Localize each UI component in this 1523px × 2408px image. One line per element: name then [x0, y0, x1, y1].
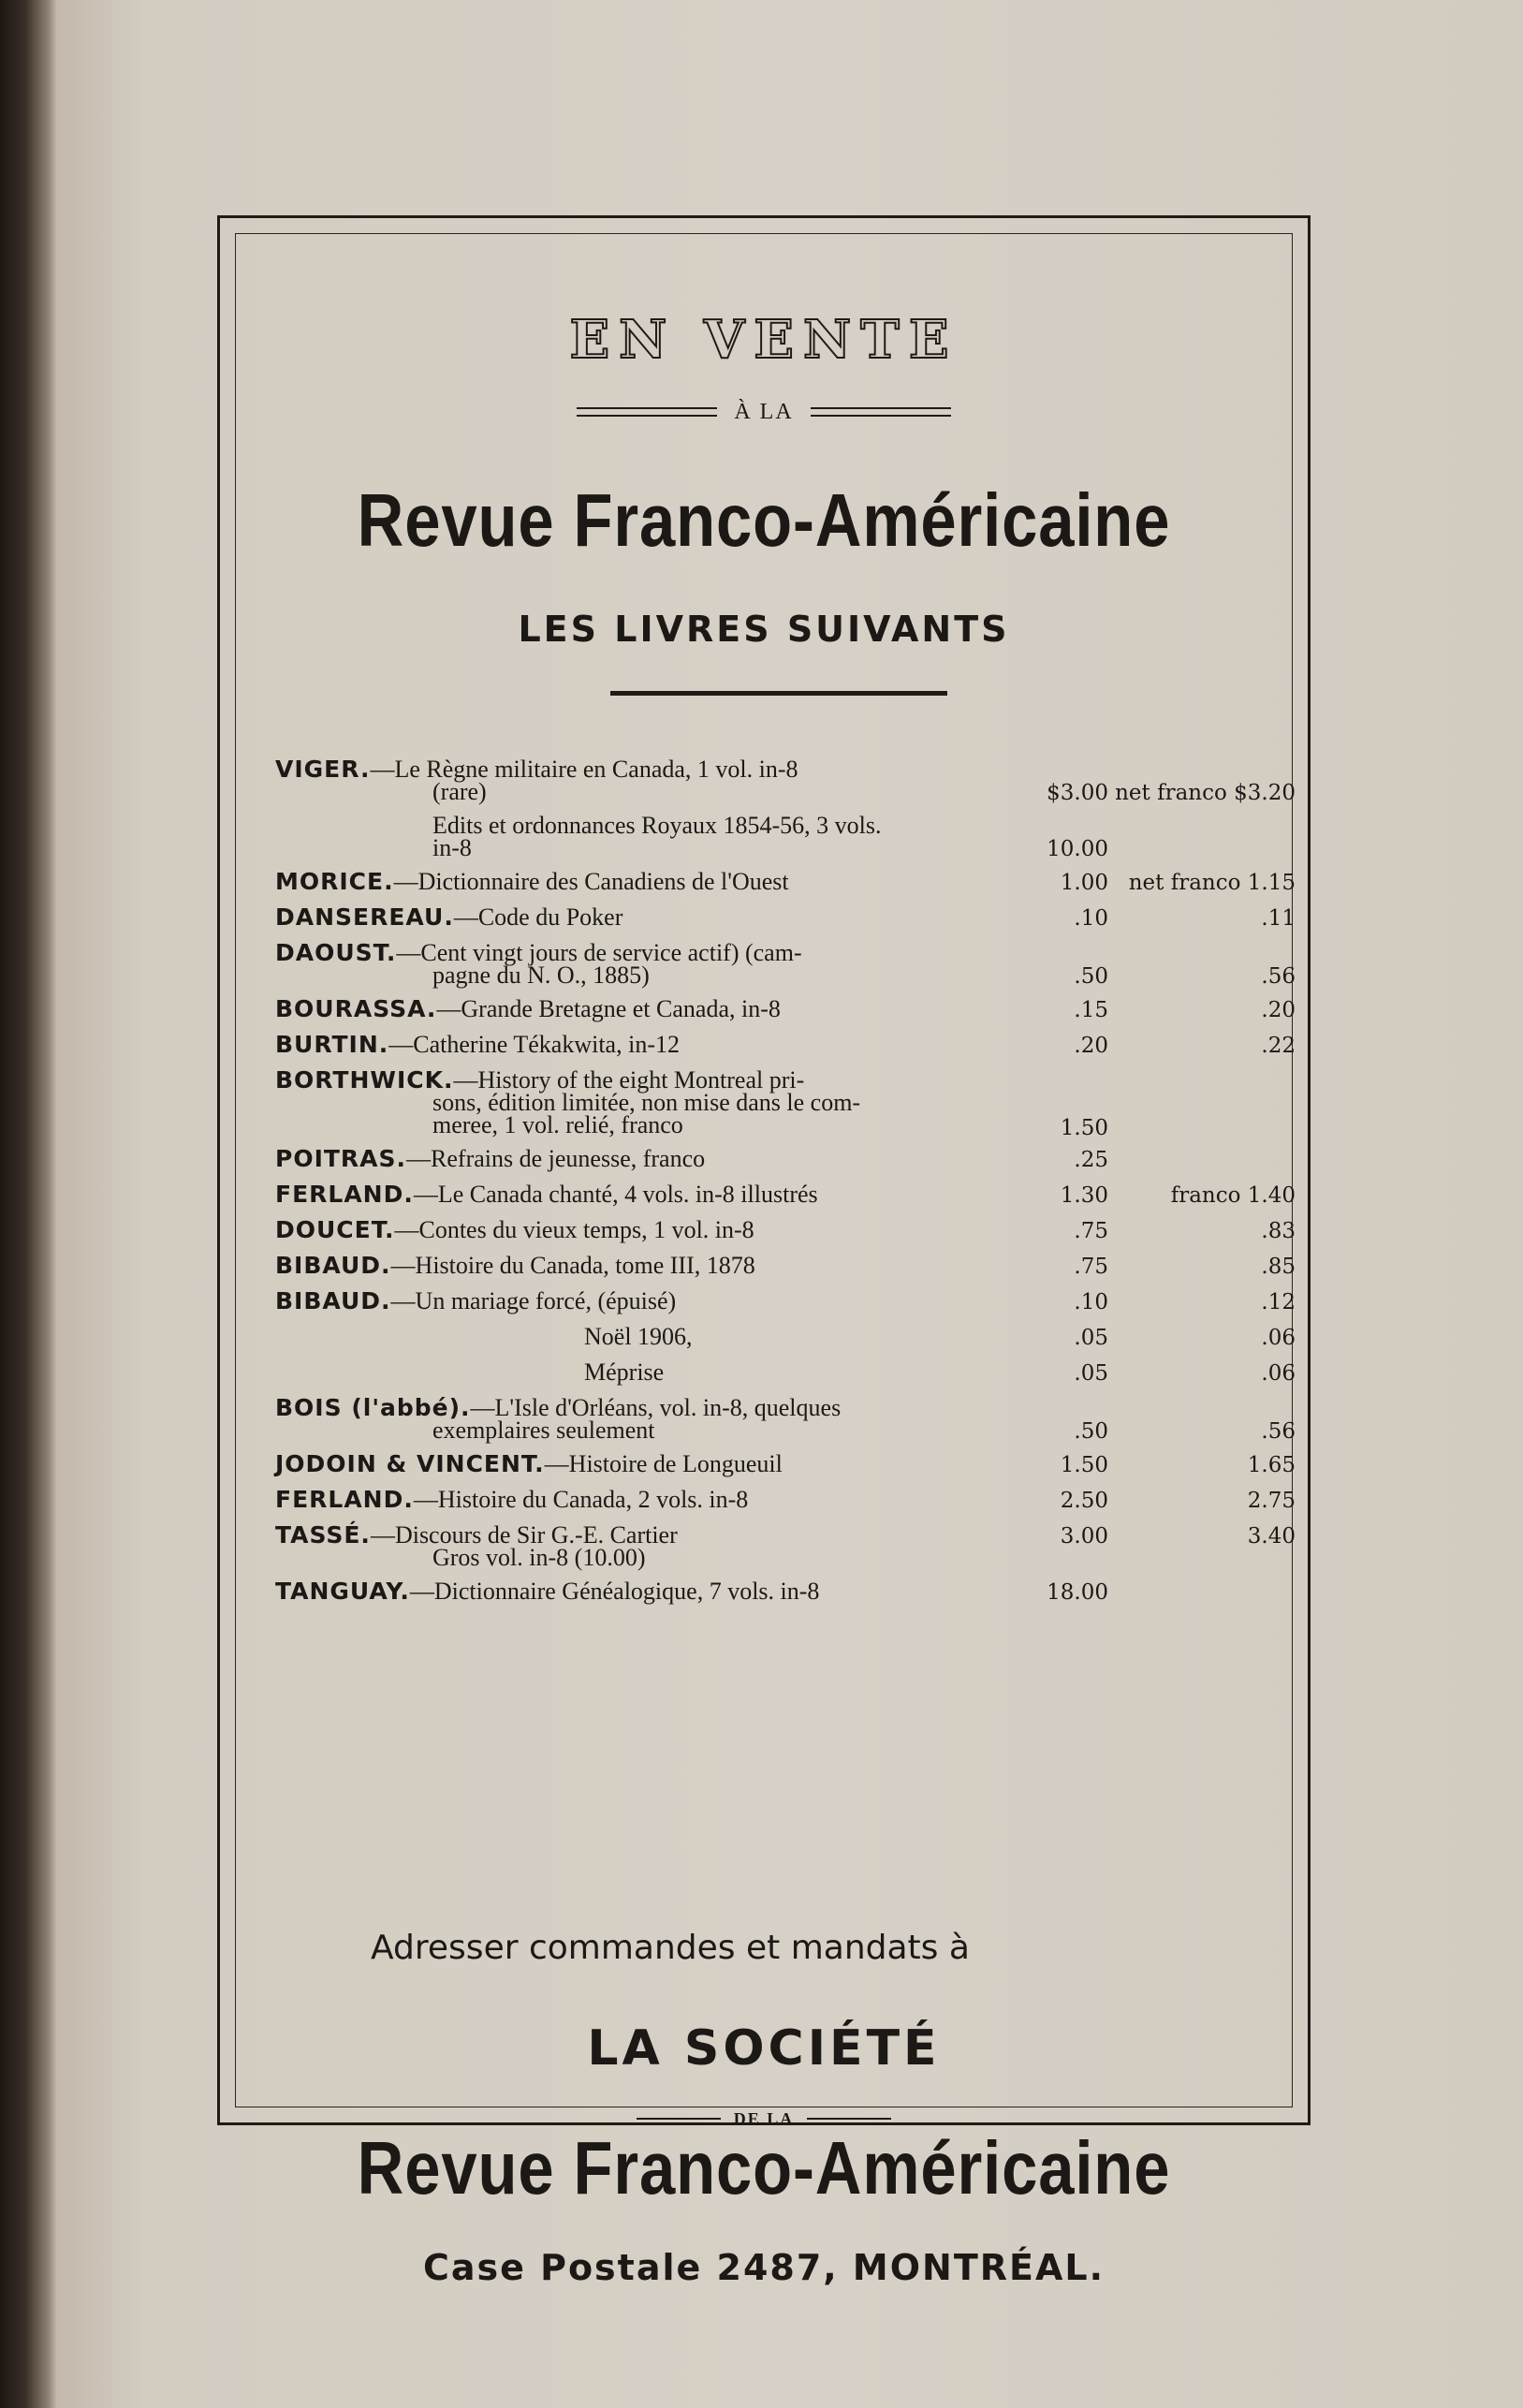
catalog-entry	[275, 1450, 1296, 1489]
entry-continuation: (rare)	[432, 778, 487, 805]
entry-author: BOURASSA.	[275, 995, 437, 1022]
entry-description	[275, 1183, 987, 1206]
entry-description	[275, 1216, 987, 1243]
entry-price: 1.00	[1060, 871, 1108, 895]
catalog-entry	[275, 1252, 1296, 1290]
entry-title: Edits et ordonnances Royaux 1854-56, 3 vols.	[432, 812, 882, 839]
entry-franco-price: .11	[1261, 906, 1296, 931]
entry-author: TANGUAY.	[275, 1578, 410, 1605]
entry-description	[275, 758, 987, 803]
de-la-label: DE LA	[733, 2108, 795, 2128]
catalog-entry	[275, 1066, 1296, 1148]
entry-title: —Histoire de Longueuil	[544, 1450, 783, 1477]
entry-description	[275, 995, 987, 1022]
entry-title: —Histoire du Canada, 2 vols. in-8	[413, 1486, 749, 1513]
entry-author: BIBAUD.	[275, 1252, 391, 1279]
entry-price: .50	[1074, 964, 1108, 989]
entry-title: —Cent vingt jours de service actif) (cam-	[396, 939, 802, 966]
entry-description	[275, 1145, 987, 1172]
catalog-entry	[275, 939, 1296, 998]
entry-price: .50	[1074, 1419, 1108, 1444]
catalog-entry	[275, 1521, 1296, 1580]
entry-author: BIBAUD.	[275, 1287, 391, 1314]
postal-address: Case Postale 2487, MONTRÉAL.	[422, 2247, 1106, 2288]
entry-franco-price: .06	[1261, 1326, 1296, 1350]
entry-author: MORICE.	[275, 868, 394, 895]
entry-price: .15	[1074, 998, 1108, 1022]
entry-franco-price: .85	[1261, 1255, 1296, 1279]
catalog-entry	[275, 1183, 1296, 1219]
a-la-ornament	[236, 393, 1292, 431]
entry-continuation: sons, édition limitée, non mise dans le com-	[432, 1089, 861, 1116]
entry-price: 1.30	[1060, 1183, 1108, 1208]
entry-franco-price: 1.65	[1247, 1453, 1296, 1477]
catalog-entry	[275, 1580, 1296, 1616]
catalog-entry	[275, 1287, 1296, 1326]
entry-description	[275, 939, 987, 989]
entry-franco-price: .56	[1261, 964, 1296, 989]
entry-description	[275, 1580, 987, 1603]
entry-title: —Dictionnaire des Canadiens de l'Ouest	[393, 868, 789, 895]
entry-franco-price: 3.40	[1247, 1524, 1296, 1549]
entry-price: 10.00	[1047, 837, 1108, 861]
entry-title: Noël 1906,	[584, 1323, 693, 1350]
entry-author: VIGER.	[275, 756, 371, 783]
entry-price: .75	[1074, 1255, 1108, 1279]
entry-title: —Un mariage forcé, (épuisé)	[390, 1287, 677, 1314]
catalog-entry	[275, 1486, 1296, 1524]
entry-title: —Discours de Sir G.-E. Cartier	[370, 1521, 678, 1549]
entry-price: .05	[1074, 1326, 1108, 1350]
entry-title: —Code du Poker	[453, 903, 623, 931]
entry-price: .05	[1074, 1361, 1108, 1386]
entry-description	[275, 1394, 987, 1444]
entry-franco-price: .83	[1261, 1219, 1296, 1243]
a-la-label: À LA	[734, 399, 794, 424]
double-rule-right	[811, 407, 951, 417]
entry-title: —Le Canada chanté, 4 vols. in-8 illustrés	[413, 1181, 818, 1208]
entry-author: DAOUST.	[275, 939, 397, 966]
entry-author: BORTHWICK.	[275, 1066, 454, 1094]
catalog-entry	[275, 1031, 1296, 1069]
entry-description	[275, 1252, 987, 1279]
entry-franco-price: .56	[1261, 1419, 1296, 1444]
rule-left	[637, 2118, 721, 2120]
entry-continuation: in-8	[432, 834, 472, 861]
entry-author: DOUCET.	[275, 1216, 395, 1243]
order-instruction: Adresser commandes et mandats à	[371, 1929, 970, 1967]
entry-title: —Contes du vieux temps, 1 vol. in-8	[394, 1216, 754, 1243]
entry-title: —Grande Bretagne et Canada, in-8	[436, 995, 781, 1022]
entry-title: —L'Isle d'Orléans, vol. in-8, quelques	[470, 1394, 842, 1421]
entry-franco-price: net franco 1.15	[1128, 871, 1296, 895]
entry-title: —Histoire du Canada, tome III, 1878	[390, 1252, 755, 1279]
entry-franco-price: .12	[1261, 1290, 1296, 1314]
entry-continuation: exemplaires seulement	[432, 1417, 655, 1444]
advertisement-frame	[217, 215, 1311, 2288]
page	[56, 0, 1523, 2408]
catalog-entry	[275, 812, 1296, 871]
entry-title: —History of the eight Montreal pri-	[453, 1066, 805, 1094]
en-vente-heading: EN VENTE	[569, 309, 959, 371]
catalog-entry	[275, 758, 1296, 815]
entry-description	[275, 1486, 987, 1513]
entry-title: —Dictionnaire Généalogique, 7 vols. in-8	[409, 1578, 820, 1605]
catalog-entry	[275, 1394, 1296, 1453]
entry-author: JODOIN & VINCENT.	[275, 1450, 545, 1477]
footer-publication-title: Revue Franco-Américaine	[357, 2126, 1171, 2210]
entry-franco-price: net franco $3.20	[1115, 781, 1296, 805]
entry-franco-price: 2.75	[1247, 1489, 1296, 1513]
entry-price: 2.50	[1060, 1489, 1108, 1513]
catalog-entry	[275, 1358, 1296, 1397]
entry-description	[275, 1521, 987, 1571]
entry-continuation: pagne du N. O., 1885)	[432, 962, 650, 989]
entry-description	[275, 1287, 987, 1314]
publication-title: Revue Franco-Américaine	[357, 478, 1171, 562]
entry-author: BOIS (l'abbé).	[275, 1394, 471, 1421]
section-divider	[610, 691, 947, 696]
entry-author: FERLAND.	[275, 1181, 414, 1208]
entry-description	[275, 812, 987, 861]
entry-price: 1.50	[1060, 1116, 1108, 1140]
double-rule-left	[577, 407, 717, 417]
entry-continuation: Gros vol. in-8 (10.00)	[432, 1544, 646, 1571]
entry-description	[275, 1066, 987, 1138]
entry-author: TASSÉ.	[275, 1521, 371, 1549]
entry-author: POITRAS.	[275, 1145, 407, 1172]
entry-description	[275, 903, 987, 931]
livres-suivants-heading: LES LIVRES SUIVANTS	[518, 609, 1010, 650]
entry-price: .10	[1074, 906, 1108, 931]
entry-price: .20	[1074, 1034, 1108, 1058]
entry-description	[275, 1031, 987, 1058]
entry-title: —Catherine Tékakwita, in-12	[388, 1031, 680, 1058]
catalog-entry	[275, 868, 1296, 906]
catalog-entry	[275, 1145, 1296, 1183]
entry-price: .75	[1074, 1219, 1108, 1243]
catalog-entry	[275, 1216, 1296, 1255]
advertisement-inner-frame	[235, 233, 1296, 2288]
entry-description	[275, 868, 987, 895]
entry-price: 1.50	[1060, 1453, 1108, 1477]
entry-author: FERLAND.	[275, 1486, 414, 1513]
societe-heading: LA SOCIÉTÉ	[587, 2020, 941, 2077]
entry-price: 18.00	[1047, 1580, 1108, 1605]
catalog-entry	[275, 903, 1296, 942]
entry-title: —Refrains de jeunesse, franco	[406, 1145, 706, 1172]
entry-author: DANSEREAU.	[275, 903, 454, 931]
entry-price: $3.00	[1047, 781, 1108, 805]
entry-continuation: meree, 1 vol. relié, franco	[432, 1111, 683, 1138]
entry-title: —Le Règne militaire en Canada, 1 vol. in-8	[370, 756, 798, 783]
entry-description	[275, 1450, 987, 1477]
book-catalog	[275, 758, 1296, 1616]
entry-description	[275, 1323, 987, 1350]
catalog-entry	[275, 1323, 1296, 1361]
entry-price: .25	[1074, 1148, 1108, 1172]
entry-franco-price: .06	[1261, 1361, 1296, 1386]
rule-right	[807, 2118, 891, 2120]
entry-description	[275, 1358, 987, 1386]
entry-franco-price: .20	[1261, 998, 1296, 1022]
entry-price: 3.00	[1060, 1524, 1108, 1549]
book-spine-shadow	[0, 0, 56, 2408]
entry-author: BURTIN.	[275, 1031, 389, 1058]
entry-price: .10	[1074, 1290, 1108, 1314]
catalog-entry	[275, 995, 1296, 1034]
entry-franco-price: .22	[1261, 1034, 1296, 1058]
entry-title: Méprise	[584, 1358, 665, 1386]
entry-franco-price: franco 1.40	[1170, 1183, 1296, 1208]
